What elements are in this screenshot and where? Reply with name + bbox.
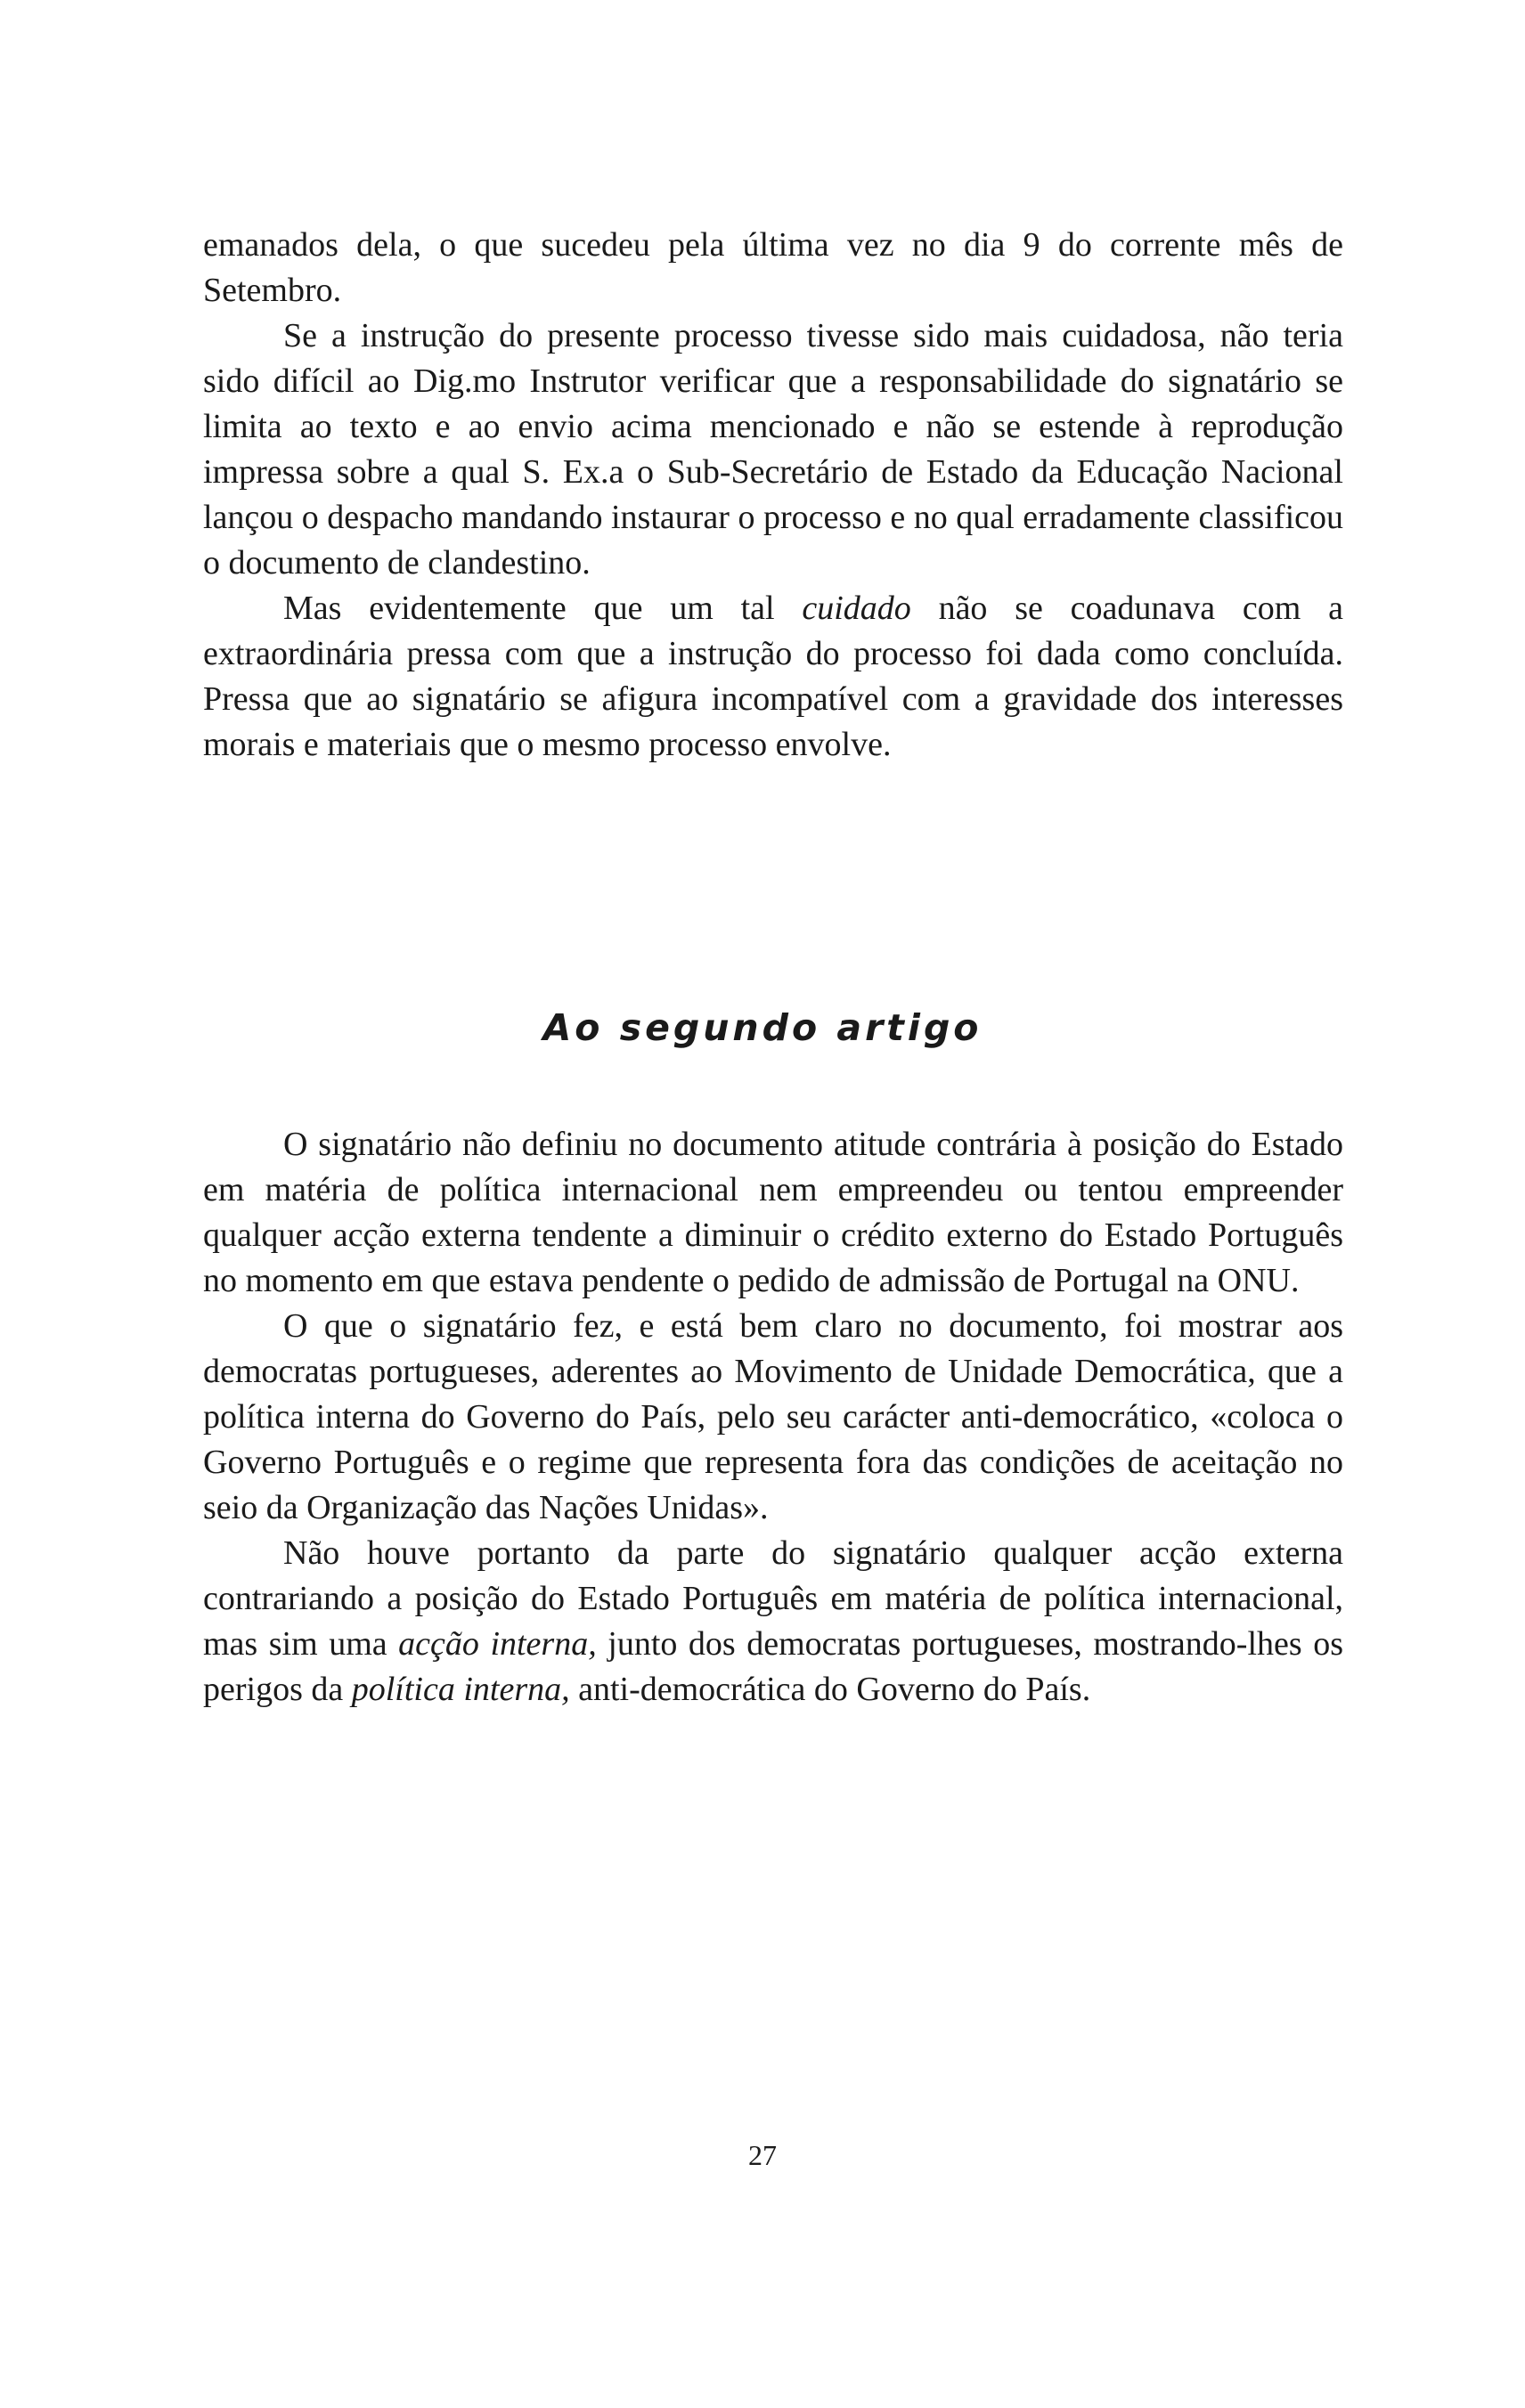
paragraph-instrucao: Se a instrução do presente processo tivesse sido mais cuidadosa, não teria sido difícil ao Dig.mo Instrutor verificar que a responsabilidade do signatário se limita ao texto e ao envio acima mencionado e não se estende à reprodução impressa sobre a qual S. Ex.a o Sub-Secretário de Estado da Educação Nacional lançou o despacho mandando instaurar o processo e no qual erradamente classificou o documento de clandestino. <box>203 317 1343 582</box>
paragraph-signatario-fez: O que o signatário fez, e está bem claro no documento, foi mostrar aos democratas portugueses, aderentes ao Movimento de Unidade Democrática, que a política interna do Governo do País, pelo seu carácter anti-democrático, «coloca o Governo Português e o regime que representa fora das condições de aceitação no seio da Organização das Nações Unidas». <box>203 1307 1343 1526</box>
paragraph-pressa-part2: não se coadunava com a extraordinária pressa com que a instrução do processo foi dada como concluída. Pressa que ao signatário se afigura incompatível com a gravidade dos interesses morais e materiais que o mesmo processo envolve. <box>203 590 1343 763</box>
paragraph-nao-houve-emphasis2: política interna, <box>351 1671 570 1708</box>
bottom-text-block <box>203 1122 1343 1712</box>
page-number: 27 <box>748 2139 777 2171</box>
top-text-block <box>203 223 1343 768</box>
section-heading: Ao segundo artigo <box>542 1006 983 1049</box>
paragraph-pressa-part1: Mas evidentemente que um tal <box>283 590 803 627</box>
paragraph-nao-houve <box>203 1531 1343 1712</box>
paragraph-nao-houve-part3: anti-democrática do Governo do País. <box>569 1671 1091 1708</box>
paragraph-continuation: emanados dela, o que sucedeu pela última vez no dia 9 do corrente mês de Setembro. <box>203 226 1343 309</box>
paragraph-signatario-nao-definiu: O signatário não definiu no documento atitude contrária à posição do Estado em matéria de política internacional nem empreendeu ou tentou empreender qualquer acção externa tendente a diminuir o crédito externo do Estado Português no momento em que estava pendente o pedido de admissão de Portugal na ONU. <box>203 1126 1343 1299</box>
paragraph-nao-houve-part2: junto dos democratas portugueses, mostrando-lhes os perigos da <box>203 1625 1343 1708</box>
paragraph-pressa <box>203 586 1343 768</box>
paragraph-nao-houve-emphasis1: acção interna, <box>398 1625 597 1663</box>
paragraph-pressa-emphasis: cuidado <box>802 590 911 627</box>
paragraph-nao-houve-part1: Não houve portanto da parte do signatário qualquer acção externa contrariando a posição do Estado Português em matéria de política internacional, mas sim uma <box>203 1534 1343 1663</box>
